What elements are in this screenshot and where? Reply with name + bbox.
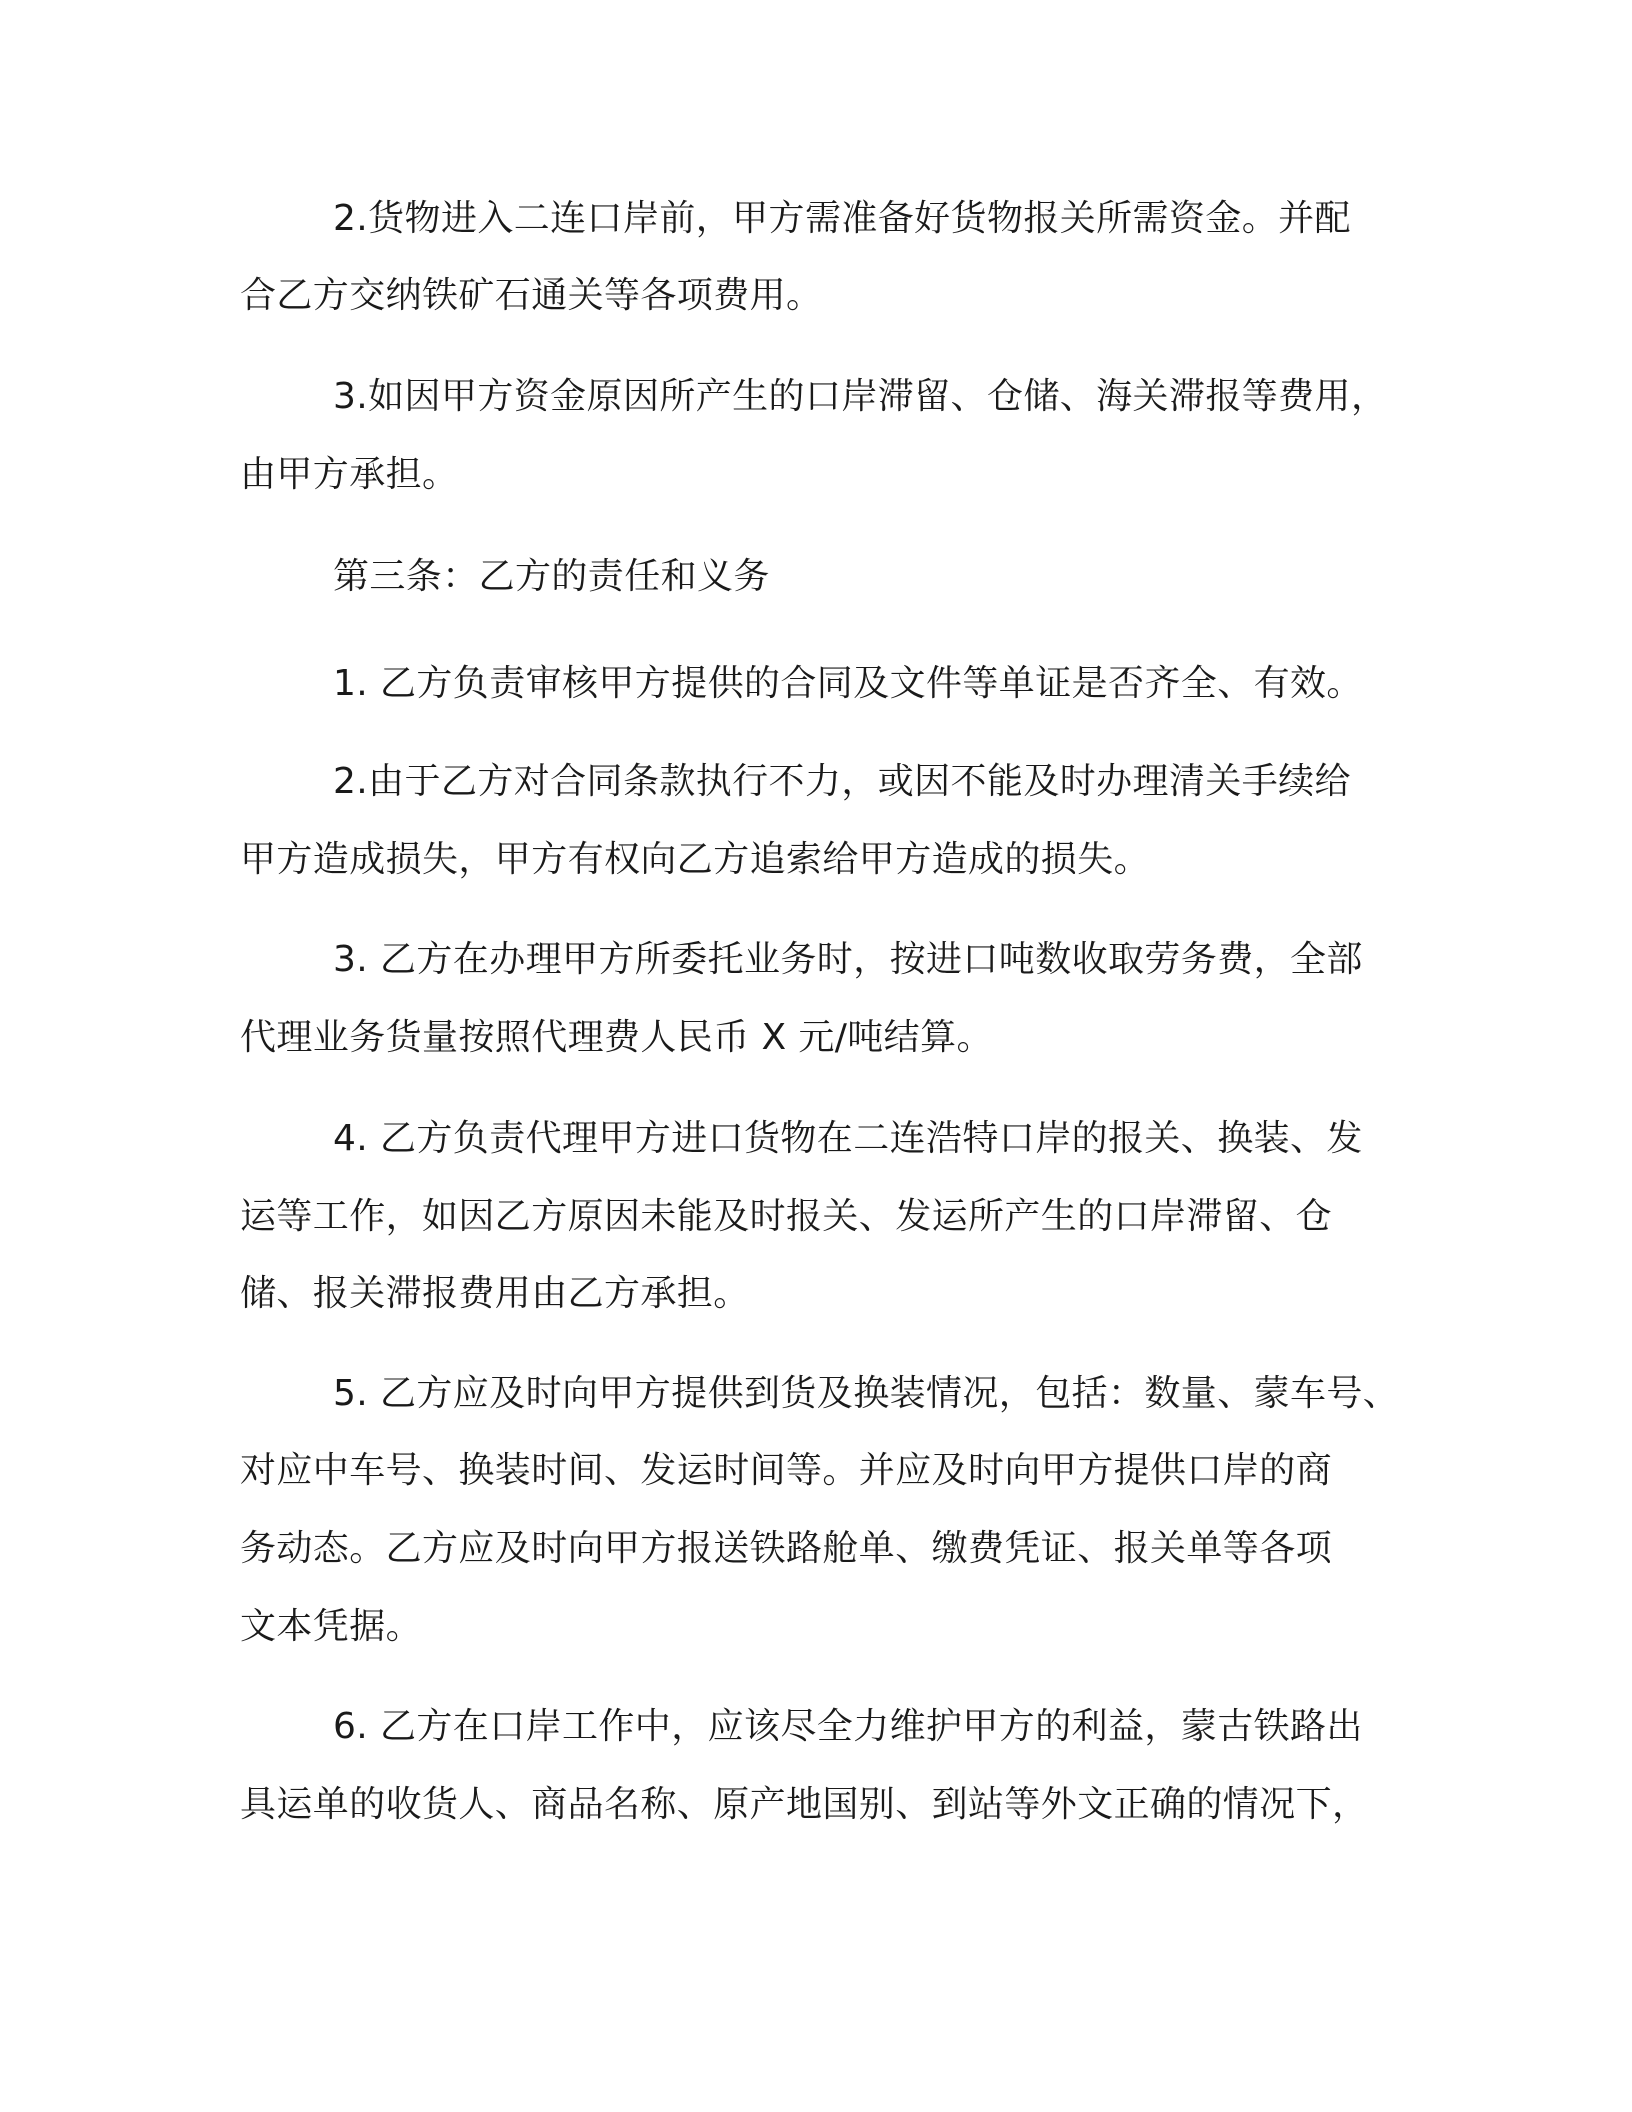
clause-3-5-line-1: 5. 乙方应及时向甲方提供到货及换装情况，包括：数量、蒙车号、 [333, 1373, 1400, 1414]
clause-2-3-line-2: 由甲方承担。 [240, 454, 459, 495]
article-3-heading: 第三条：乙方的责任和义务 [333, 556, 770, 597]
clause-3-2-line-2: 甲方造成损失，甲方有权向乙方追索给甲方造成的损失。 [240, 839, 1151, 880]
clause-2-3-line-1: 3.如因甲方资金原因所产生的口岸滞留、仓储、海关滞报等费用， [333, 376, 1388, 417]
clause-3-5-line-4: 文本凭据。 [240, 1606, 423, 1647]
clause-3-5-line-2: 对应中车号、换装时间、发运时间等。并应及时向甲方提供口岸的商 [240, 1450, 1333, 1491]
clause-3-3-line-2: 代理业务货量按照代理费人民币 X 元/吨结算。 [240, 1017, 993, 1058]
clause-3-4-line-1: 4. 乙方负责代理甲方进口货物在二连浩特口岸的报关、换装、发 [333, 1118, 1363, 1159]
clause-3-4-line-3: 储、报关滞报费用由乙方承担。 [240, 1273, 750, 1314]
clause-3-1-line-1: 1. 乙方负责审核甲方提供的合同及文件等单证是否齐全、有效。 [333, 663, 1363, 704]
clause-3-6-line-1: 6. 乙方在口岸工作中，应该尽全力维护甲方的利益，蒙古铁路出 [333, 1706, 1363, 1747]
clause-3-5-line-3: 务动态。乙方应及时向甲方报送铁路舱单、缴费凭证、报关单等各项 [240, 1528, 1333, 1569]
clause-3-6-line-2: 具运单的收货人、商品名称、原产地国别、到站等外文正确的情况下， [240, 1784, 1369, 1825]
clause-3-3-line-1: 3. 乙方在办理甲方所委托业务时，按进口吨数收取劳务费，全部 [333, 939, 1363, 980]
clause-3-4-line-2: 运等工作，如因乙方原因未能及时报关、发运所产生的口岸滞留、仓 [240, 1196, 1333, 1237]
clause-3-2-line-1: 2.由于乙方对合同条款执行不力，或因不能及时办理清关手续给 [333, 761, 1351, 802]
clause-2-2-line-2: 合乙方交纳铁矿石通关等各项费用。 [240, 275, 823, 316]
clause-2-2-line-1: 2.货物进入二连口岸前，甲方需准备好货物报关所需资金。并配 [333, 198, 1351, 239]
